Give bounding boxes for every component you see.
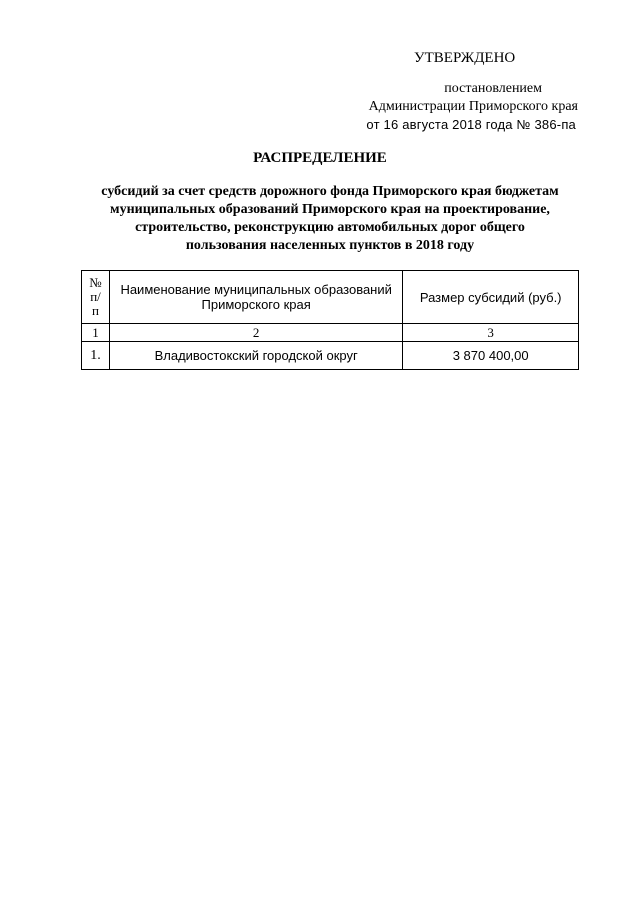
approval-date-number: от 16 августа 2018 года № 386-па: [366, 117, 576, 132]
column-index: 3: [403, 324, 579, 342]
table-row: [82, 342, 579, 370]
table-header-row: [82, 271, 579, 324]
header-number: № п/ п: [82, 271, 110, 324]
document-title: РАСПРЕДЕЛЕНИЕ: [253, 150, 387, 166]
row-amount: 3 870 400,00: [403, 342, 579, 370]
subtitle-line: пользования населенных пунктов в 2018 году: [185, 238, 475, 253]
approval-authority: Администрации Приморского края: [368, 99, 578, 114]
column-index-row: [82, 324, 579, 342]
subtitle-line: субсидий за счет средств дорожного фонда Приморского края бюджетам: [101, 184, 559, 199]
distribution-table: [81, 270, 579, 370]
subtitle-line: муниципальных образований Приморского края на проектирование,: [110, 202, 550, 217]
column-index: 1: [82, 324, 110, 342]
header-name: Наименование муниципальных образований Приморского края: [109, 271, 402, 324]
document-subtitle: [60, 183, 600, 255]
column-index: 2: [109, 324, 402, 342]
row-number: 1.: [82, 342, 110, 370]
approval-by: постановлением: [444, 81, 542, 96]
row-name: Владивостокский городской округ: [109, 342, 402, 370]
header-amount: Размер субсидий (руб.): [403, 271, 579, 324]
approval-stamp: УТВЕРЖДЕНО: [414, 50, 516, 66]
approval-details: [366, 80, 578, 134]
subtitle-line: строительство, реконструкцию автомобильных дорог общего: [135, 220, 525, 235]
